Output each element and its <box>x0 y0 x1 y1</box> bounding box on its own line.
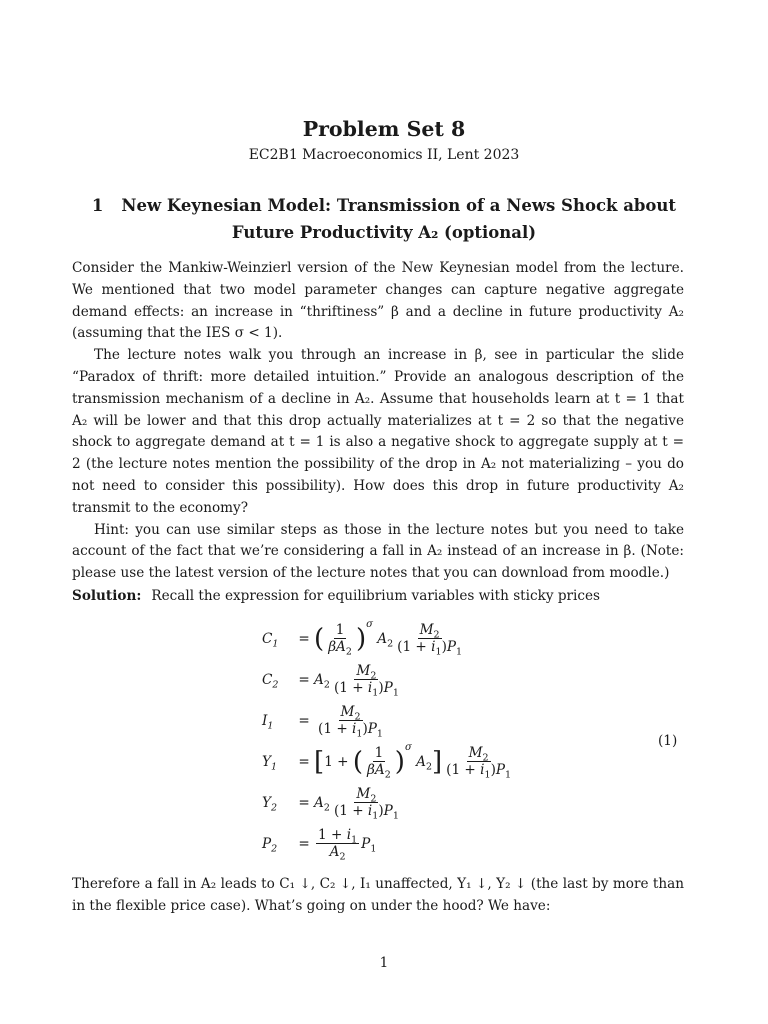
equation-p2: $P_2$ = $\frac{1 + i_1}{A_2}$ $P_1$ <box>262 827 377 863</box>
section-heading <box>72 192 696 246</box>
document-subtitle: EC2B1 Macroeconomics II, Lent 2023 <box>248 147 520 163</box>
problem-text <box>72 258 684 585</box>
page-number: 1 <box>379 955 389 971</box>
section-heading-line1: New Keynesian Model: Transmission of a News Shock about <box>121 196 677 215</box>
section-number: 1 <box>91 196 104 215</box>
equation-number: (1) <box>658 733 678 749</box>
solution-continued <box>72 874 684 918</box>
section-heading-line2: Future Productivity A₂ (optional) <box>231 223 537 242</box>
paragraph-result: Therefore a fall in A₂ leads to C₁ ↓, C₂ ↓, I₁ unaffected, Y₁ ↓, Y₂ ↓ (the last by more than in the flexible price case). What’s going on under the hood? We have: <box>72 876 684 914</box>
equation-c2: $C_2$ = $A_2$ $\frac{M_2}{(1 + i_1)P_1}$ <box>262 663 399 699</box>
document-title: Problem Set 8 <box>302 117 466 141</box>
solution-label: Solution: <box>72 588 142 604</box>
paragraph-hint: Hint: you can use similar steps as those in the lecture notes but you need to take account of the fact that we’re considering a fall in A₂ instead of an increase in β. (Note: please use the latest version of the lecture notes that you can download from moodle.) <box>72 521 684 582</box>
equation-y1: $Y_1$ = [ 1 + ( $\frac{1}{\beta A_2}$ ) σ $A_2$ ] $\frac{M_2}{(1 + i_1)P_1}$ <box>262 742 512 781</box>
paragraph-intro: Consider the Mankiw-Weinzierl version of the New Keynesian model from the lecture. We mentioned that two model parameter changes can capture negative aggregate demand effects: an increase in “thriftiness” β and a decline in future productivity A₂ (assuming that the IES σ < 1). <box>72 260 684 342</box>
solution-text: Recall the expression for equilibrium variables with sticky prices <box>151 588 601 604</box>
equation-block <box>262 618 562 864</box>
equation-y2: $Y_2$ = $A_2$ $\frac{M_2}{(1 + i_1)P_1}$ <box>262 786 399 822</box>
solution-intro <box>72 586 684 608</box>
equation-c1: $C_1$ = ( $\frac{1}{\beta A_2}$ ) σ $A_2$ $\frac{M_2}{(1 + i_1)P_1}$ <box>262 619 463 658</box>
paragraph-task: The lecture notes walk you through an increase in β, see in particular the slide “Paradox of thrift: more detailed intuition.” Provide an analogous description of the transmission mechanism of a decline in A₂. Assume that households learn at t = 1 that A₂ will be lower and that this drop actually materializes at t = 2 so that the negative shock to aggregate demand at t = 1 is also a negative shock to aggregate supply at t = 2 (the lecture notes mention the possibility of the drop in A₂ not materializing – you do not need to consider this possibility). How does this drop in future productivity A₂ transmit to the economy? <box>72 347 684 516</box>
equation-i1: $I_1$ = $\frac{M_2}{(1 + i_1)P_1}$ <box>262 704 383 740</box>
